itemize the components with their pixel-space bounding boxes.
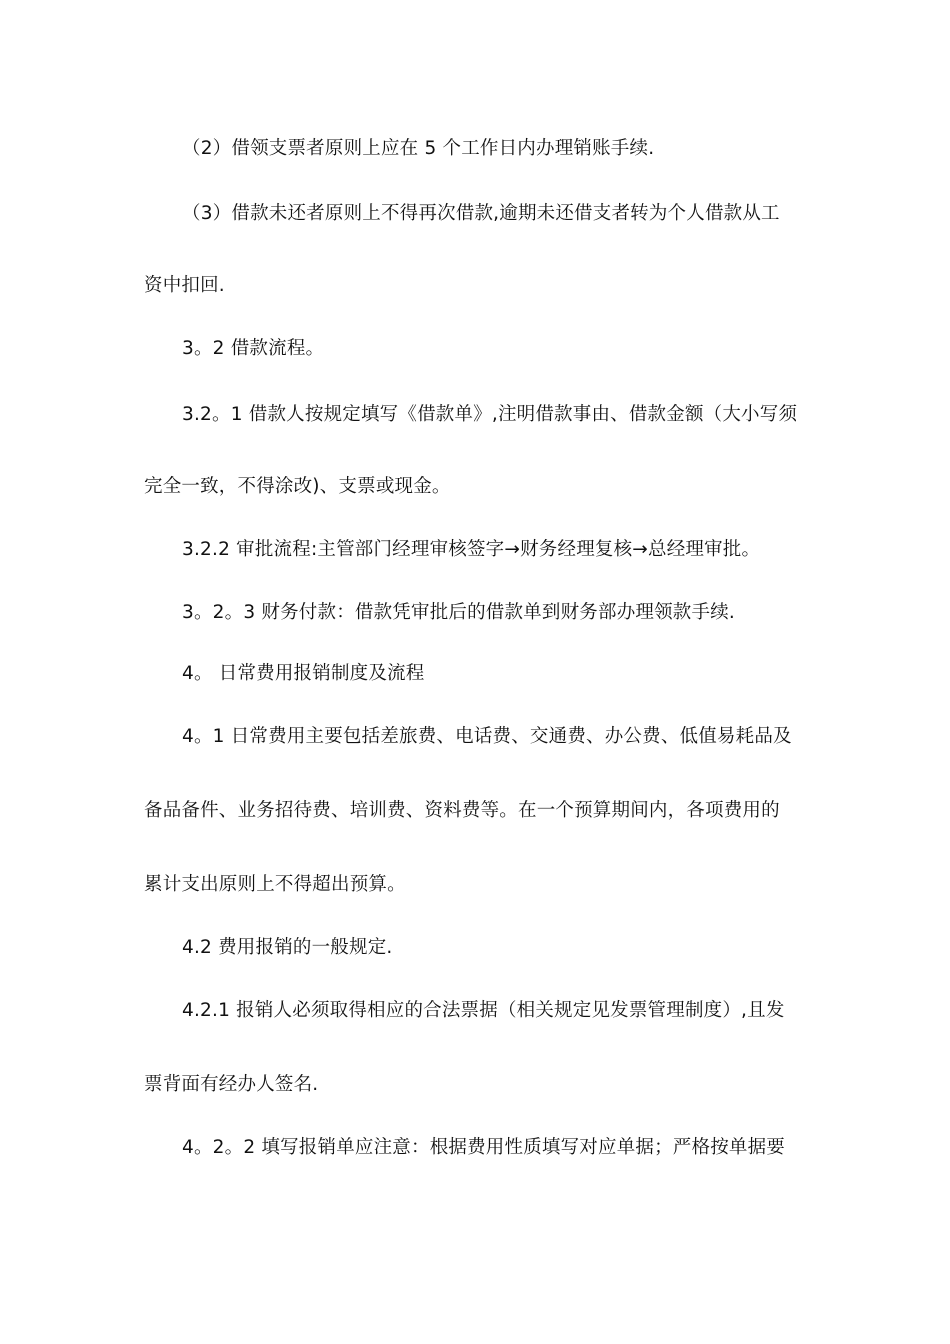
section-heading-3-2: 3。2 借款流程。 <box>182 338 325 359</box>
paragraph-line-8: 3。2。3 财务付款：借款凭审批后的借款单到财务部办理领款手续. <box>182 602 735 623</box>
paragraph-line-12: 累计支出原则上不得超出预算。 <box>144 874 406 895</box>
paragraph-line-7: 3.2.2 审批流程:主管部门经理审核签字→财务经理复核→总经理审批。 <box>182 539 761 560</box>
paragraph-line-6: 完全一致，不得涂改)、支票或现金。 <box>144 476 451 497</box>
section-heading-4: 4。 日常费用报销制度及流程 <box>182 663 425 684</box>
paragraph-line-11: 备品备件、业务招待费、培训费、资料费等。在一个预算期间内，各项费用的 <box>144 800 780 821</box>
paragraph-line-3: 资中扣回. <box>144 275 225 296</box>
paragraph-line-10: 4。1 日常费用主要包括差旅费、电话费、交通费、办公费、低值易耗品及 <box>182 726 792 747</box>
paragraph-line-16: 4。2。2 填写报销单应注意：根据费用性质填写对应单据；严格按单据要 <box>182 1137 785 1158</box>
section-heading-4-2: 4.2 费用报销的一般规定. <box>182 937 393 958</box>
paragraph-line-5: 3.2。1 借款人按规定填写《借款单》,注明借款事由、借款金额（大小写须 <box>182 404 798 425</box>
paragraph-line-1: （2）借领支票者原则上应在 5 个工作日内办理销账手续. <box>182 138 655 159</box>
paragraph-line-2: （3）借款未还者原则上不得再次借款,逾期未还借支者转为个人借款从工 <box>182 203 780 224</box>
paragraph-line-14: 4.2.1 报销人必须取得相应的合法票据（相关规定见发票管理制度）,且发 <box>182 1000 785 1021</box>
paragraph-line-15: 票背面有经办人签名. <box>144 1074 319 1095</box>
